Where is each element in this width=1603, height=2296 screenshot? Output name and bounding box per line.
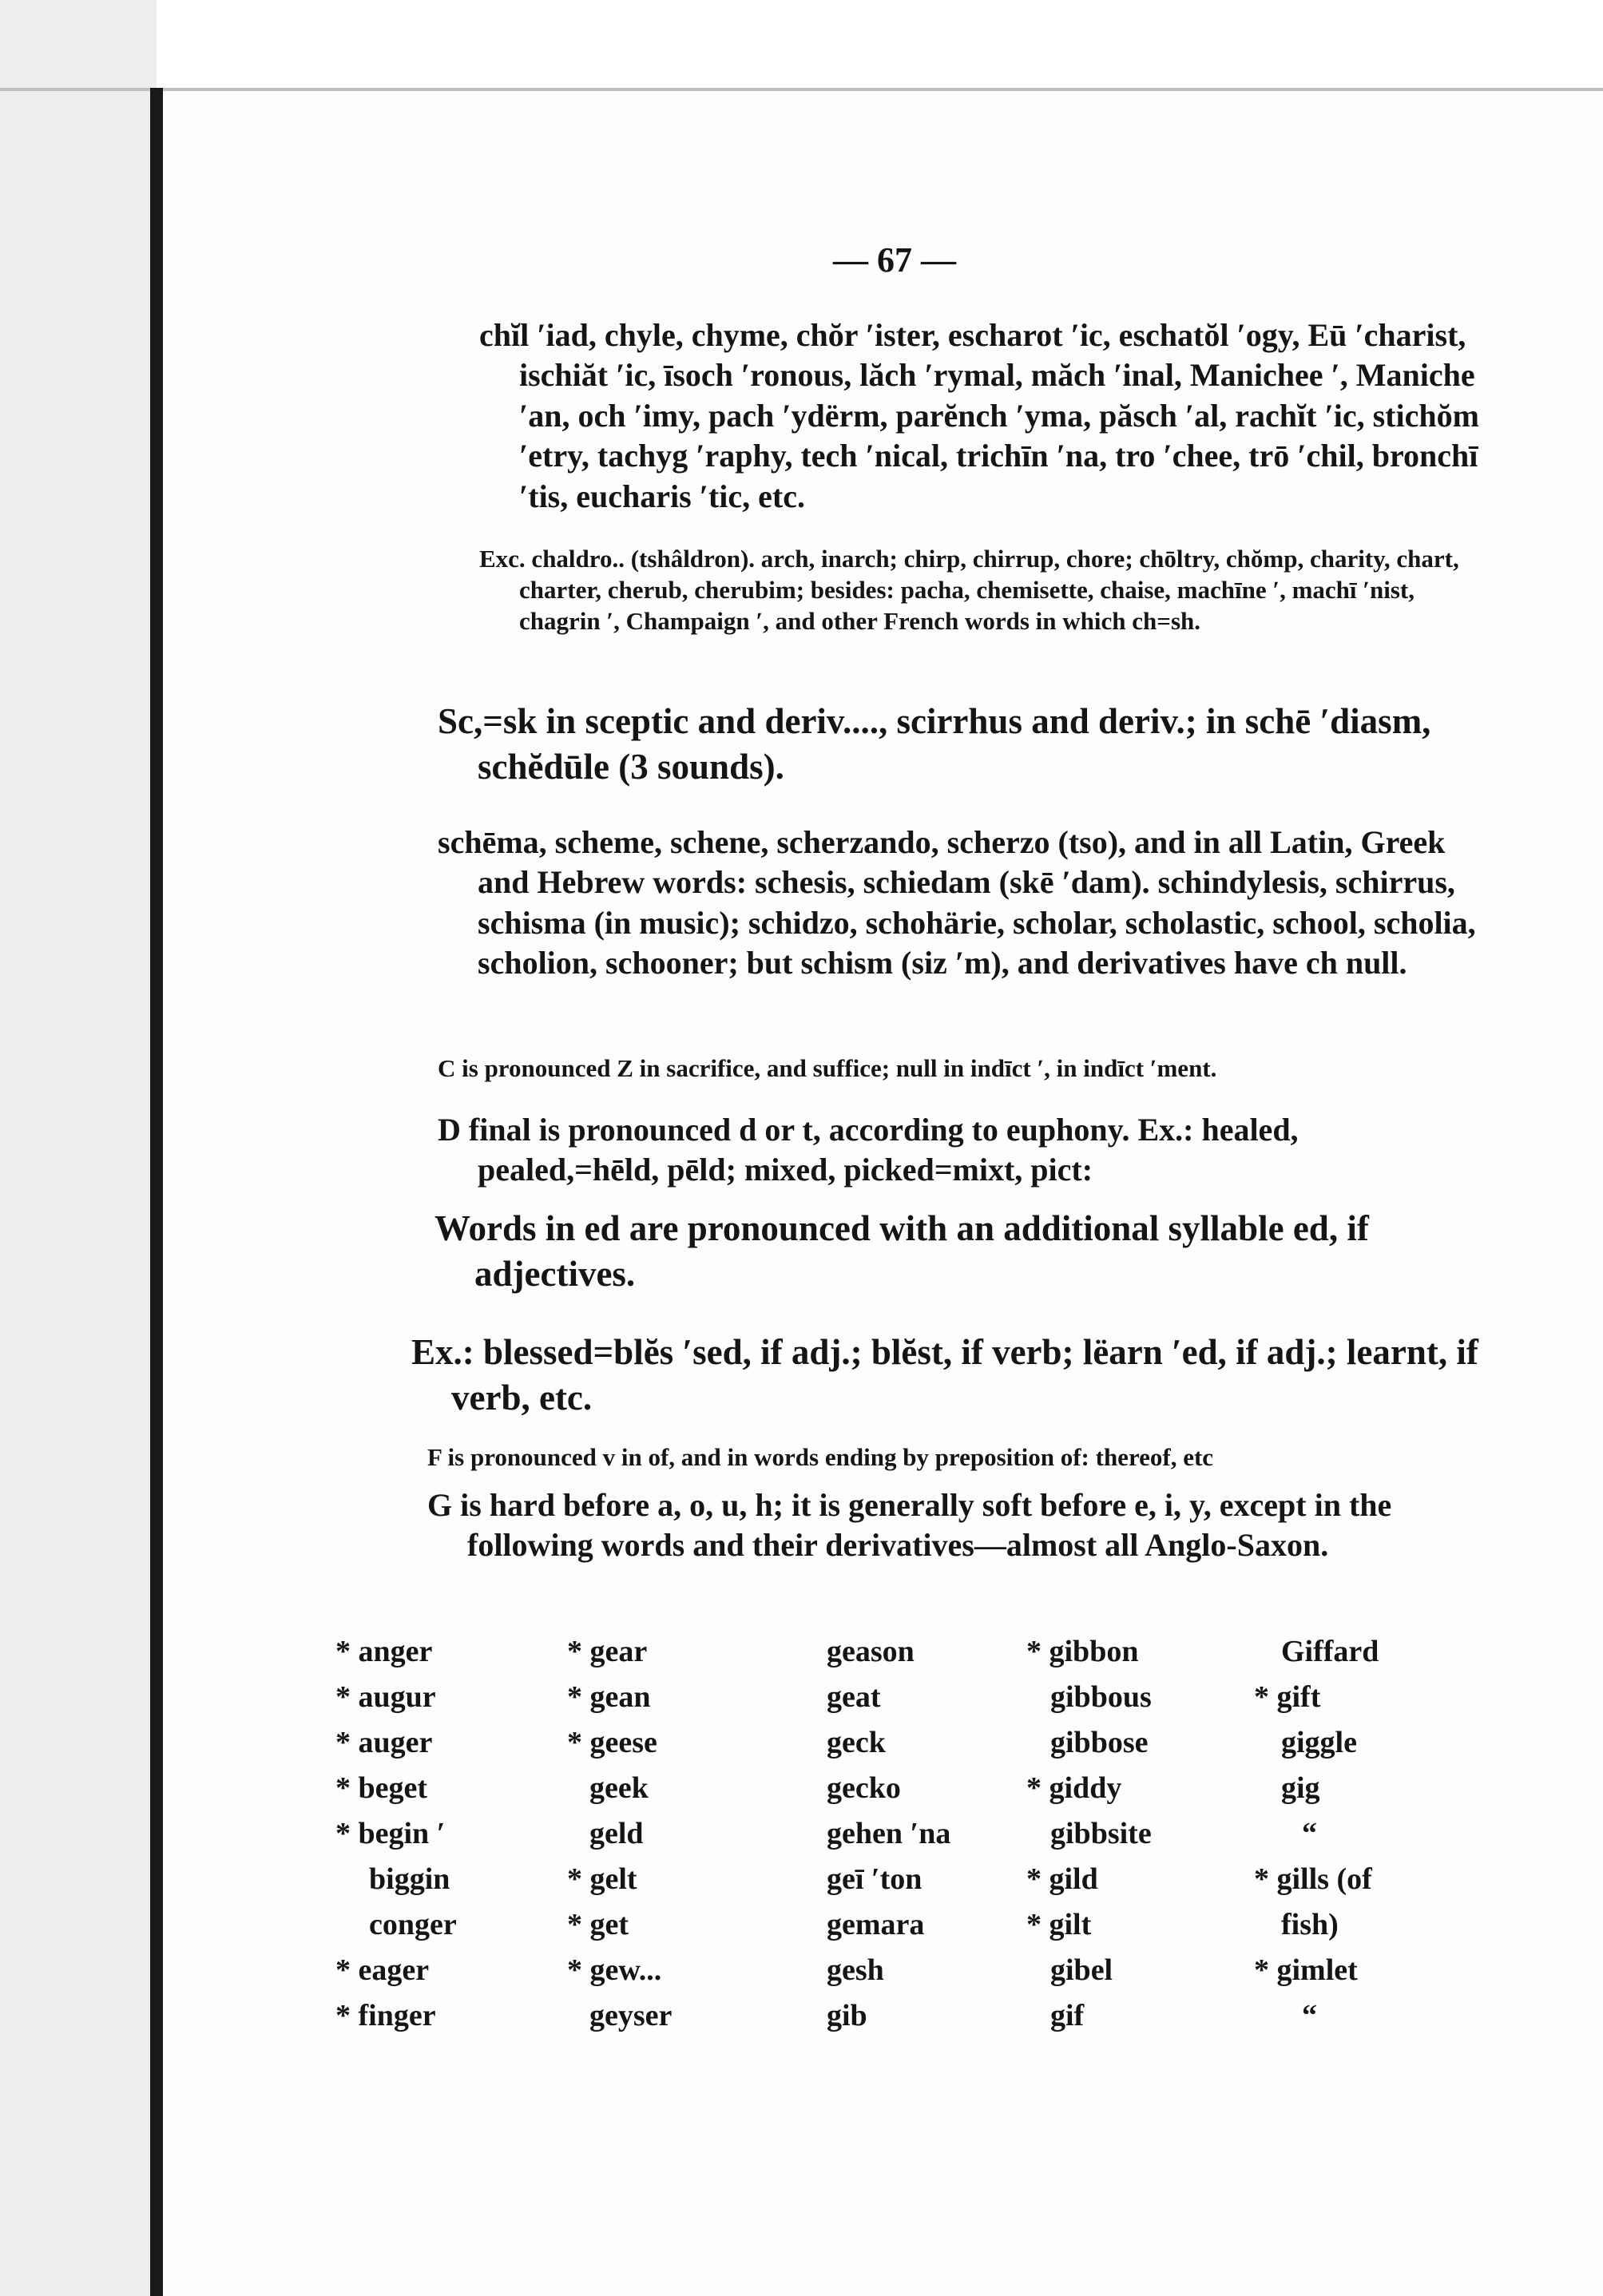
word-item: gibbous xyxy=(1050,1680,1152,1714)
paragraph-ed-examples: Ex.: blessed=blĕs ʹsed, if adj.; blĕst, if verb; lëarn ʹed, if adj.; learnt, if verb, etc. xyxy=(411,1332,1478,1418)
paragraph-exceptions: Exc. chaldro.. (tshâldron). arch, inarch; chirp, chirrup, chore; chōltry, chŏmp, charity, chart, charter, cherub, cherubim; besides: pacha, chemisette, chaise, machīne ʹ, machī ʹnist, chagrin ʹ, Champaign ʹ, and other French words in which ch=sh. xyxy=(479,545,1459,636)
word-item: gibbose xyxy=(1050,1726,1149,1759)
word-item: * gilt xyxy=(1026,1908,1092,1941)
word-item: “ xyxy=(1302,1999,1317,2032)
word-column-5 xyxy=(1254,1629,1486,2039)
book-spine xyxy=(150,88,163,2296)
word-item: gesh xyxy=(827,1953,884,1987)
word-item: * get xyxy=(567,1908,629,1941)
word-item: * gills (of xyxy=(1254,1862,1372,1896)
word-item: gif xyxy=(1050,1999,1085,2032)
word-item: giggle xyxy=(1281,1726,1357,1759)
word-item: geek xyxy=(589,1771,649,1805)
paragraph-c-rule: C is pronounced Z in sacrifice, and suffice; null in indīct ʹ, in indīct ʹment. xyxy=(438,1054,1217,1082)
word-item: * auger xyxy=(335,1726,433,1759)
word-item: gig xyxy=(1281,1771,1320,1805)
word-item: * gift xyxy=(1254,1680,1321,1714)
word-item: gib xyxy=(827,1999,867,2032)
paragraph-ed-rule: Words in ed are pronounced with an additional syllable ed, if adjectives. xyxy=(434,1208,1369,1294)
word-item: * giddy xyxy=(1026,1771,1122,1805)
word-item: * gean xyxy=(567,1680,651,1714)
word-item: * finger xyxy=(335,1999,436,2032)
word-column-2 xyxy=(567,1629,799,2039)
paragraph-ch-words: chĭl ʹiad, chyle, chyme, chŏr ʹister, escharot ʹic, eschatŏl ʹogy, Eū ʹcharist, ischiăt ʹic, īsoch ʹronous, lăch ʹrymal, măch ʹinal, Manichee ʹ, Maniche ʹan, och ʹimy, pach ʹydërm, parĕnch ʹyma, păsch ʹal, rachĭt ʹic, stichŏm ʹetry, tachyg ʹraphy, tech ʹnical, trichīn ʹna, tro ʹchee, trō ʹchil, bronchī ʹtis, eucharis ʹtic, etc. xyxy=(479,317,1479,514)
word-item: * gibbon xyxy=(1026,1635,1139,1668)
word-item: * eager xyxy=(335,1953,430,1987)
word-item: * gew... xyxy=(567,1953,662,1987)
word-item: * gear xyxy=(567,1635,648,1668)
paragraph-sch-words: schēma, scheme, schene, scherzando, scherzo (tso), and in all Latin, Greek and Hebrew words: schesis, schiedam (skē ʹdam). schindylesis, schirrus, schisma (in music); schidzo, schohärie, scholar, scholastic, school, scholia, scholion, schooner; but schism (siz ʹm), and derivatives have ch null. xyxy=(438,824,1476,981)
word-item: * gelt xyxy=(567,1862,637,1896)
word-item: Giffard xyxy=(1281,1635,1379,1668)
word-item: * gild xyxy=(1026,1862,1098,1896)
word-item: biggin xyxy=(369,1862,450,1896)
word-item: * gimlet xyxy=(1254,1953,1358,1987)
word-item: * geese xyxy=(567,1726,657,1759)
word-column-1 xyxy=(335,1629,567,2039)
word-item: gehen ʹna xyxy=(827,1817,951,1850)
word-item: gemara xyxy=(827,1908,925,1941)
word-item: geld xyxy=(589,1817,644,1850)
word-columns xyxy=(335,1629,1470,2044)
word-item: gecko xyxy=(827,1771,901,1805)
word-item: * augur xyxy=(335,1680,436,1714)
word-item: gibbsite xyxy=(1050,1817,1152,1850)
word-item: geck xyxy=(827,1726,886,1759)
page-top-edge xyxy=(0,88,1603,91)
word-column-4 xyxy=(1026,1629,1258,2039)
page-number: — 67 — xyxy=(833,240,956,280)
paragraph-d-rule: D final is pronounced d or t, according to euphony. Ex.: healed, pealed,=hēld, pēld; mixed, picked=mixt, pict: xyxy=(438,1112,1299,1188)
word-item: geī ʹton xyxy=(827,1862,923,1896)
word-item: geat xyxy=(827,1680,881,1714)
word-column-3 xyxy=(827,1629,1058,2039)
word-item: conger xyxy=(369,1908,457,1941)
scan-margin xyxy=(0,0,157,2296)
paragraph-g-rule: G is hard before a, o, u, h; it is generally soft before e, i, y, except in the following words and their derivatives—almost all Anglo-Saxon. xyxy=(427,1487,1392,1564)
paragraph-sc-rule: Sc,=sk in sceptic and deriv...., scirrhus and deriv.; in schē ʹdiasm, schĕdūle (3 sounds). xyxy=(438,701,1431,787)
word-item: geyser xyxy=(589,1999,673,2032)
paragraph-f-rule: F is pronounced v in of, and in words ending by preposition of: thereof, etc xyxy=(427,1443,1214,1471)
word-item: gibel xyxy=(1050,1953,1113,1987)
word-item: geason xyxy=(827,1635,915,1668)
word-item: * anger xyxy=(335,1635,433,1668)
word-item: “ xyxy=(1302,1817,1317,1850)
word-item: fish) xyxy=(1281,1908,1339,1941)
word-item: * beget xyxy=(335,1771,428,1805)
word-item: * begin ʹ xyxy=(335,1817,446,1850)
